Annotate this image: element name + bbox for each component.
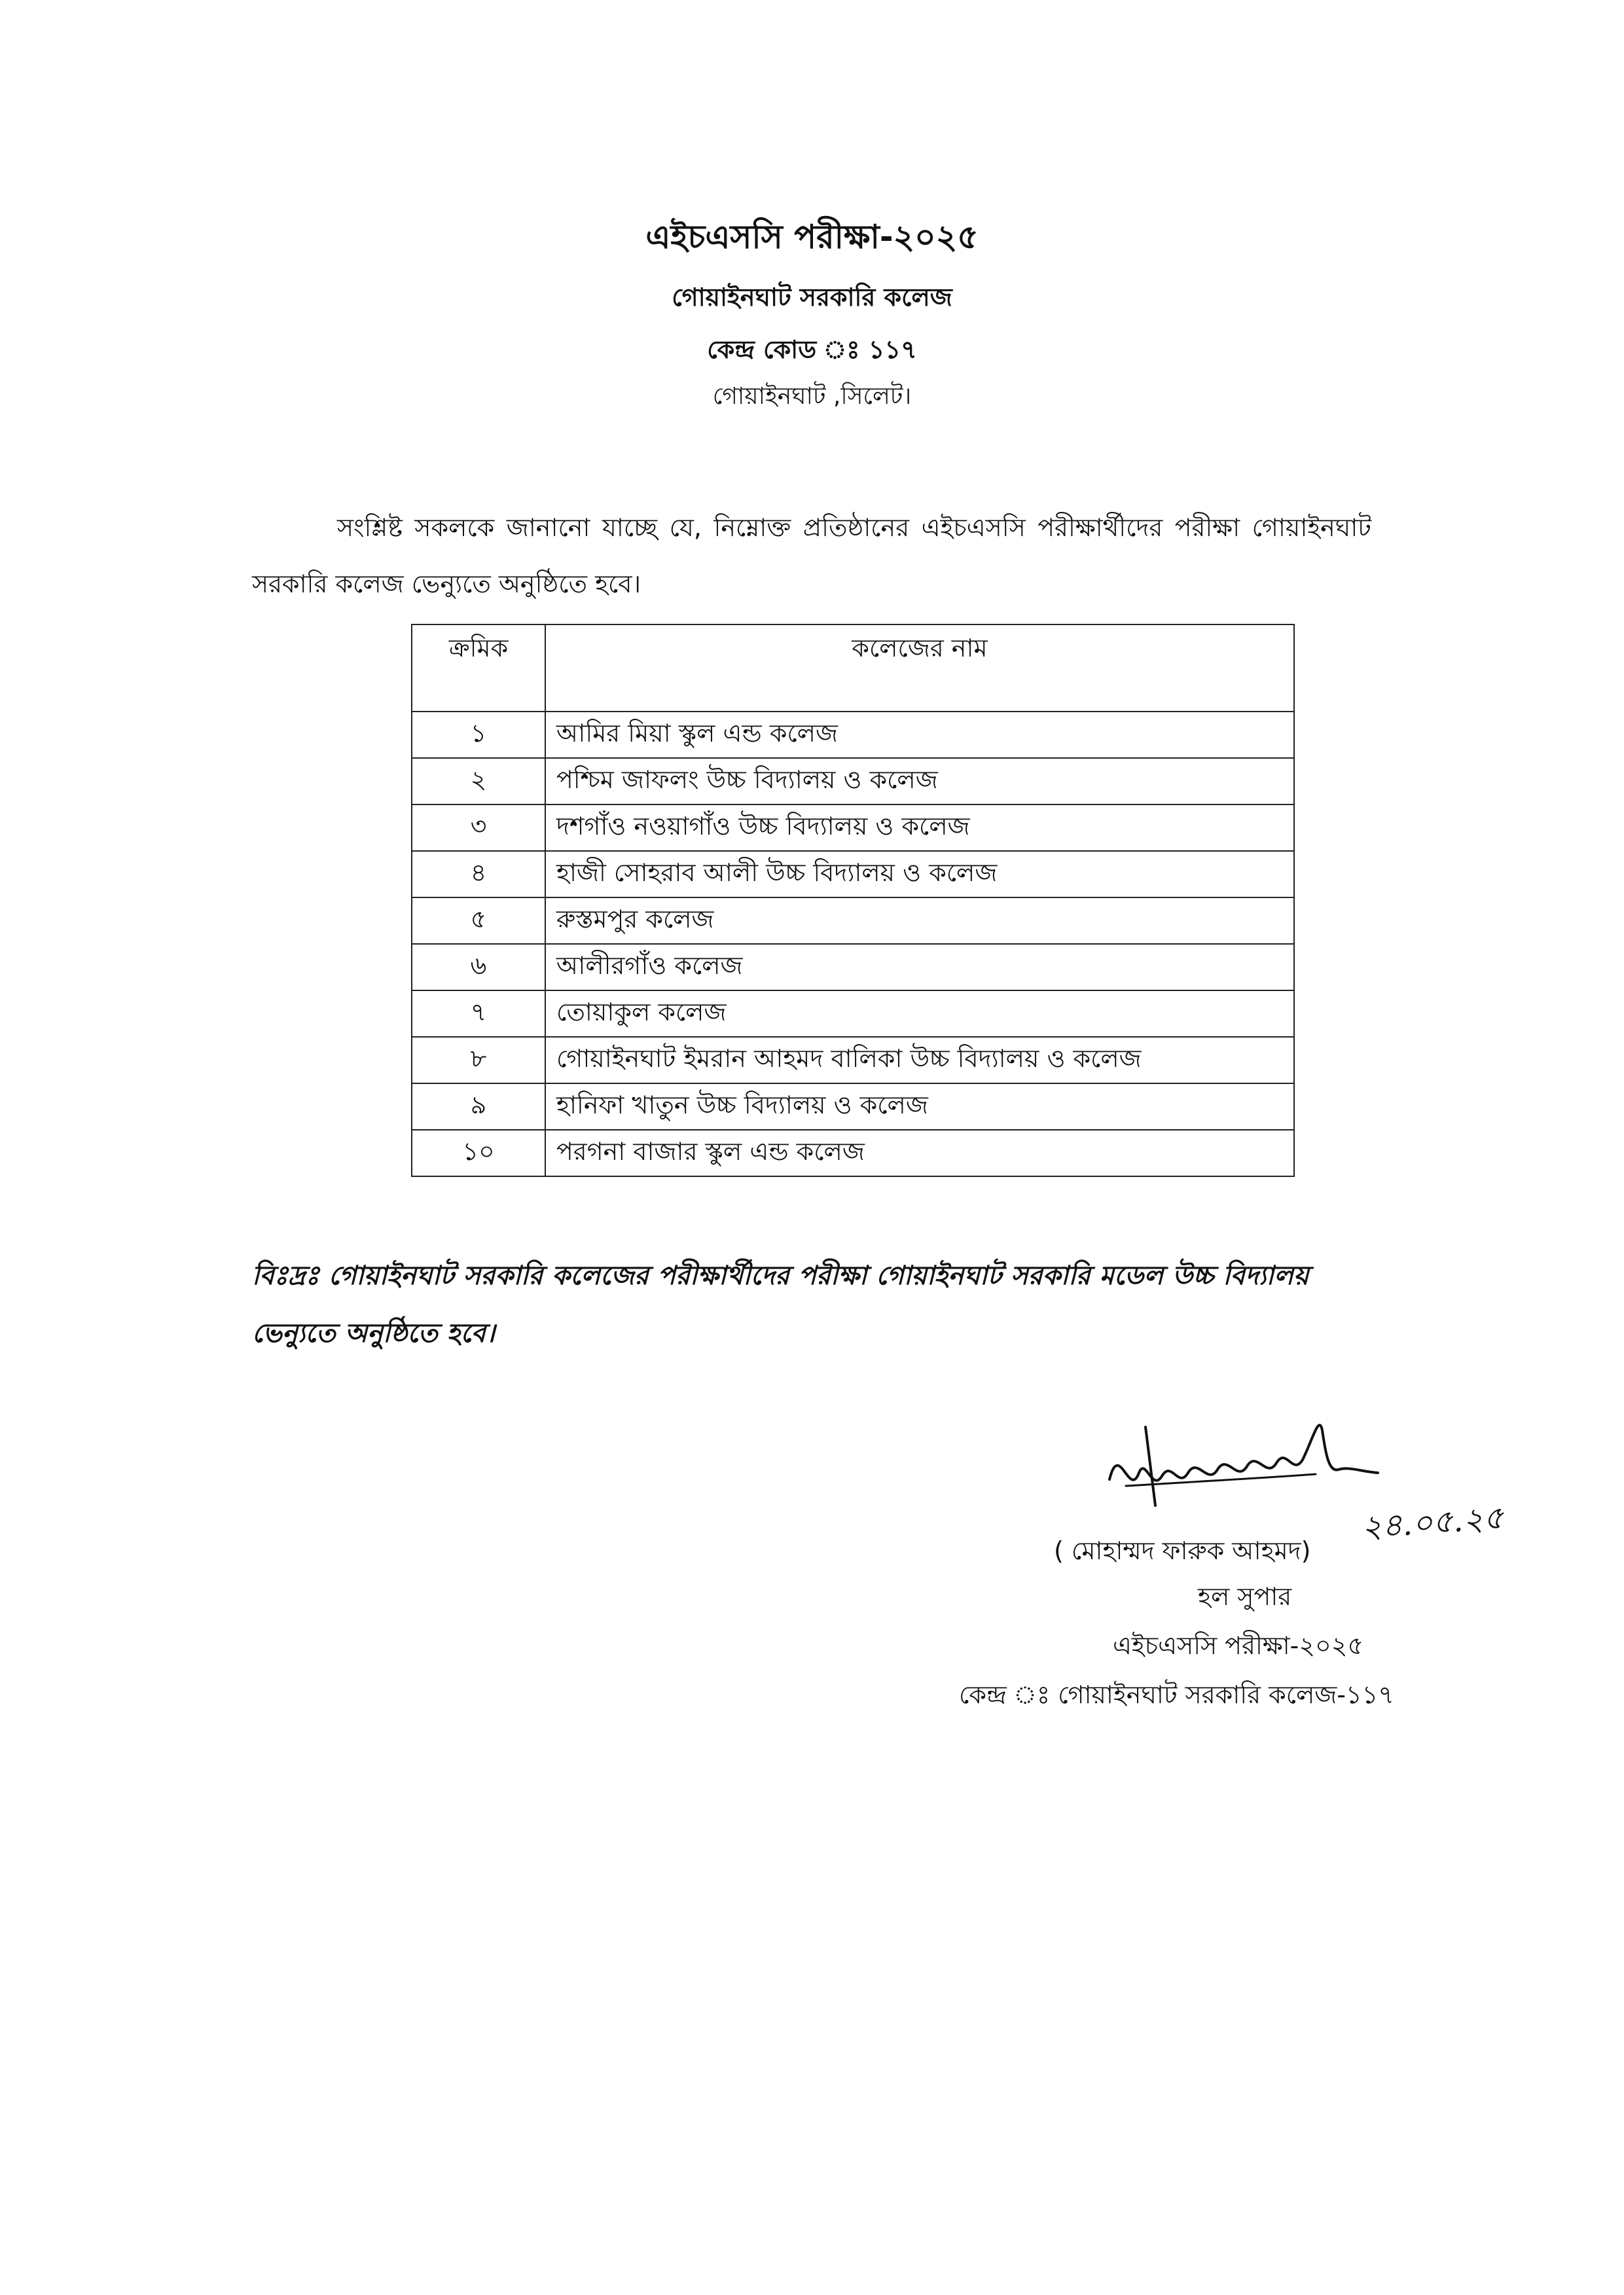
- institution-name: গোয়াইনঘাট সরকারি কলেজ: [672, 283, 952, 312]
- college-name-cell: তোয়াকুল কলেজ: [545, 990, 1294, 1037]
- college-name-cell: দশগাঁও নওয়াগাঁও উচ্চ বিদ্যালয় ও কলেজ: [545, 804, 1294, 851]
- college-name-cell: আমির মিয়া স্কুল এন্ড কলেজ: [545, 712, 1294, 758]
- signature-date: ২৪.০৫.২৫: [1360, 1499, 1506, 1546]
- serial-cell: ৯: [412, 1083, 545, 1130]
- serial-cell: ১০: [412, 1130, 545, 1176]
- serial-cell: ২: [412, 758, 545, 804]
- table-row: [412, 758, 1294, 804]
- table-row: [412, 1037, 1294, 1083]
- serial-cell: ৫: [412, 897, 545, 944]
- college-name-cell: হানিফা খাতুন উচ্চ বিদ্যালয় ও কলেজ: [545, 1083, 1294, 1130]
- signatory-exam: এইচএসসি পরীক্ষা-২০২৫: [1113, 1631, 1364, 1660]
- college-name-cell: রুস্তমপুর কলেজ: [545, 897, 1294, 944]
- serial-cell: ৬: [412, 944, 545, 990]
- serial-cell: ৮: [412, 1037, 545, 1083]
- signatory-designation: হল সুপার: [1198, 1582, 1292, 1611]
- location: গোয়াইনঘাট ,সিলেট।: [712, 383, 912, 410]
- table-row: [412, 851, 1294, 897]
- serial-cell: ১: [412, 712, 545, 758]
- college-name-cell: আলীরগাঁও কলেজ: [545, 944, 1294, 990]
- centre-code: কেন্দ্র কোড ঃ ১১৭: [707, 335, 917, 364]
- college-name-cell: হাজী সোহরাব আলী উচ্চ বিদ্যালয় ও কলেজ: [545, 851, 1294, 897]
- serial-cell: ৪: [412, 851, 545, 897]
- table-row: [412, 1083, 1294, 1130]
- document-title: এইচএসসি পরীক্ষা-২০২৫: [645, 218, 979, 256]
- footnote: বিঃদ্রঃ গোয়াইনঘাট সরকারি কলেজের পরীক্ষার্থীদের পরীক্ষা গোয়াইনঘাট সরকারি মডেল উচ্চ বিদ্যালয় ভেন্যুতে অনুষ্ঠিতে হবে।: [252, 1261, 1309, 1348]
- table-row: [412, 990, 1294, 1037]
- table-row: [412, 712, 1294, 758]
- notice-paragraph: সংশ্লিষ্ট সকলকে জানানো যাচ্ছে যে, নিম্নোক্ত প্রতিষ্ঠানের এইচএসসি পরীক্ষার্থীদের পরীক্ষা গোয়াইনঘাট সরকারি কলেজ ভেন্যুতে অনুষ্ঠিতে হবে।: [252, 513, 1371, 598]
- table-row: [412, 897, 1294, 944]
- signatory-centre: কেন্দ্র ঃ গোয়াইনঘাট সরকারি কলেজ-১১৭: [959, 1680, 1395, 1709]
- serial-cell: ৩: [412, 804, 545, 851]
- table-row: [412, 944, 1294, 990]
- serial-header: ক্রমিক: [412, 624, 545, 712]
- table-row: [412, 1130, 1294, 1176]
- college-name-cell: পশ্চিম জাফলং উচ্চ বিদ্যালয় ও কলেজ: [545, 758, 1294, 804]
- college-name-header: কলেজের নাম: [545, 624, 1294, 712]
- serial-cell: ৭: [412, 990, 545, 1037]
- handwritten-signature: [1100, 1401, 1381, 1515]
- table-header-row: [412, 624, 1294, 712]
- table-row: [412, 804, 1294, 851]
- college-name-cell: পরগনা বাজার স্কুল এন্ড কলেজ: [545, 1130, 1294, 1176]
- signatory-name: ( মোহাম্মদ ফারুক আহমদ): [1054, 1536, 1311, 1565]
- college-table: [411, 624, 1295, 1177]
- college-name-cell: গোয়াইনঘাট ইমরান আহমদ বালিকা উচ্চ বিদ্যালয় ও কলেজ: [545, 1037, 1294, 1083]
